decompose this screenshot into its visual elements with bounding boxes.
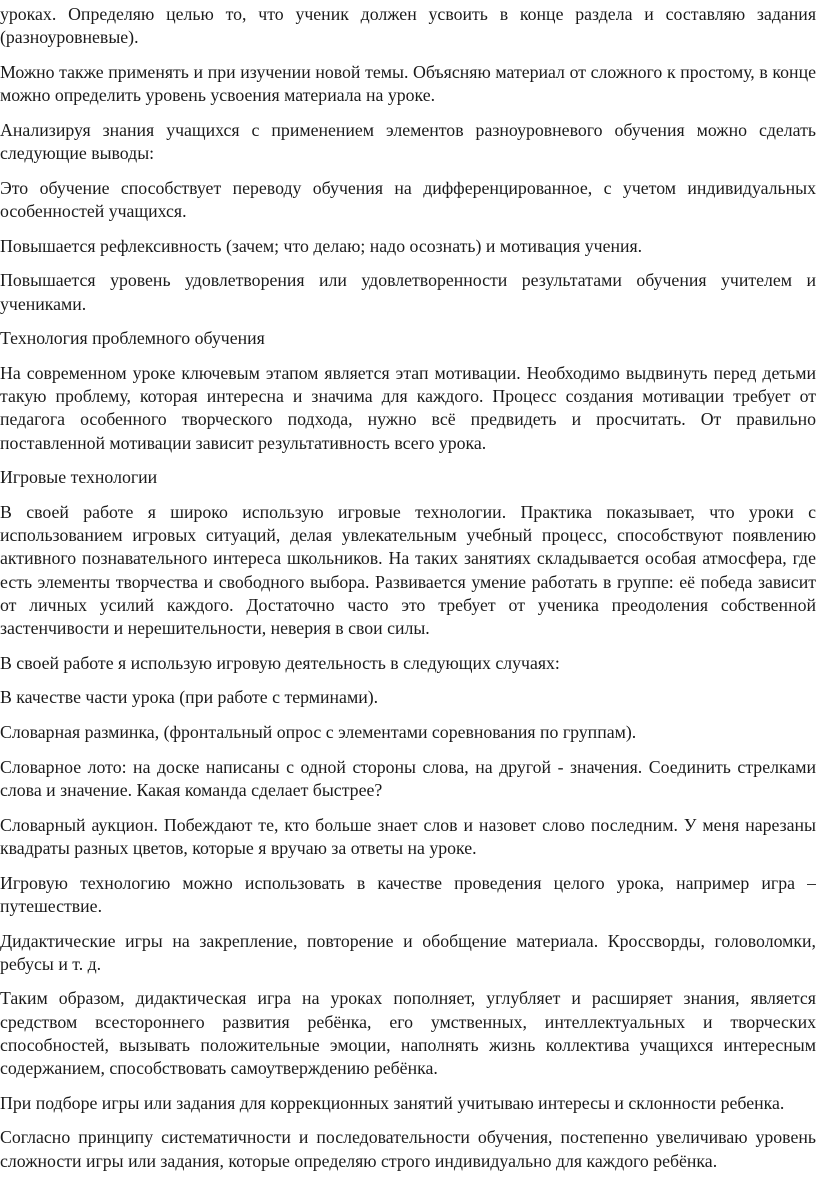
paragraph: Таким образом, дидактическая игра на уроках пополняет, углубляет и расширяет знания, является средством всестороннего развития ребёнка, его умственных, интеллектуальных и творческих способностей, вызывать положительные эмоции, наполнять жизнь коллектива учащихся интересным содержанием, способствовать самоутверждению ребёнка. [0,988,816,1079]
list-item: Словарный аукцион. Побеждают те, кто больше знает слов и назовет слово последним. У меня нарезаны квадраты разных цветов, которые я вручаю за ответы на уроке. [0,814,816,858]
paragraph: Повышается рефлексивность (зачем; что делаю; надо осознать) и мотивация учения. [0,235,643,256]
paragraph: Анализируя знания учащихся с применением элементов разноуровневого обучения можно сделать следующие выводы: [0,119,816,164]
list-item: Игровую технологию можно использовать в качестве проведения целого урока, например игра – путешествие. [0,872,816,916]
list-item: В качестве части урока (при работе с терминами). [0,687,379,708]
section-heading: Игровые технологии [0,467,158,488]
paragraph: На современном уроке ключевым этапом является этап мотивации. Необходимо выдвинуть перед детьми такую проблему, которая интересна и значима для каждого. Процесс создания мотивации требует от педагога особенного творческого подхода, нужно всё предвидеть и просчитать. От правильно поставленной мотивации зависит результативность всего урока. [0,362,816,453]
list-item: Дидактические игры на закрепление, повторение и обобщение материала. Кроссворды, головоломки, ребусы и т. д. [0,930,816,974]
section-heading: Технология проблемного обучения [0,328,265,349]
paragraph: Согласно принципу систематичности и последовательности обучения, постепенно увеличиваю уровень сложности игры или задания, которые определяю строго индивидуально для каждого ребёнка. [0,1127,816,1171]
paragraph: Можно также применять и при изучении новой темы. Объясняю материал от сложного к простому, в конце можно определить уровень усвоения материала на уроке. [0,61,816,106]
paragraph: Повышается уровень удовлетворения или удовлетворенности результатами обучения учителем и учениками. [0,270,816,314]
list-item: Словарное лото: на доске написаны с одной стороны слова, на другой - значения. Соединить стрелками слова и значение. Какая команда сделает быстрее? [0,756,816,800]
paragraph: В своей работе я широко использую игровые технологии. Практика показывает, что уроки с использованием игровых ситуаций, делая увлекательным учебный процесс, способствуют появлению активного познавательного интереса школьников. На таких занятиях складывается особая атмосфера, где есть элементы творчества и свободного выбора. Развивается умение работать в группе: её победа зависит от личных усилий каждого. Достаточно часто это требует от ученика преодоления собственной застенчивости и нерешительности, неверия в свои силы. [0,501,816,638]
list-item: Словарная разминка, (фронтальный опрос с элементами соревнования по группам). [0,722,637,743]
paragraph: В своей работе я использую игровую деятельность в следующих случаях: [0,652,560,673]
paragraph: При подборе игры или задания для коррекционных занятий учитываю интересы и склонности ребенка. [0,1092,785,1113]
paragraph: Это обучение способствует переводу обучения на дифференцированное, с учетом индивидуальных особенностей учащихся. [0,177,816,221]
paragraph: уроках. Определяю целью то, что ученик должен усвоить в конце раздела и составляю задания (разноуровневые). [0,4,816,48]
